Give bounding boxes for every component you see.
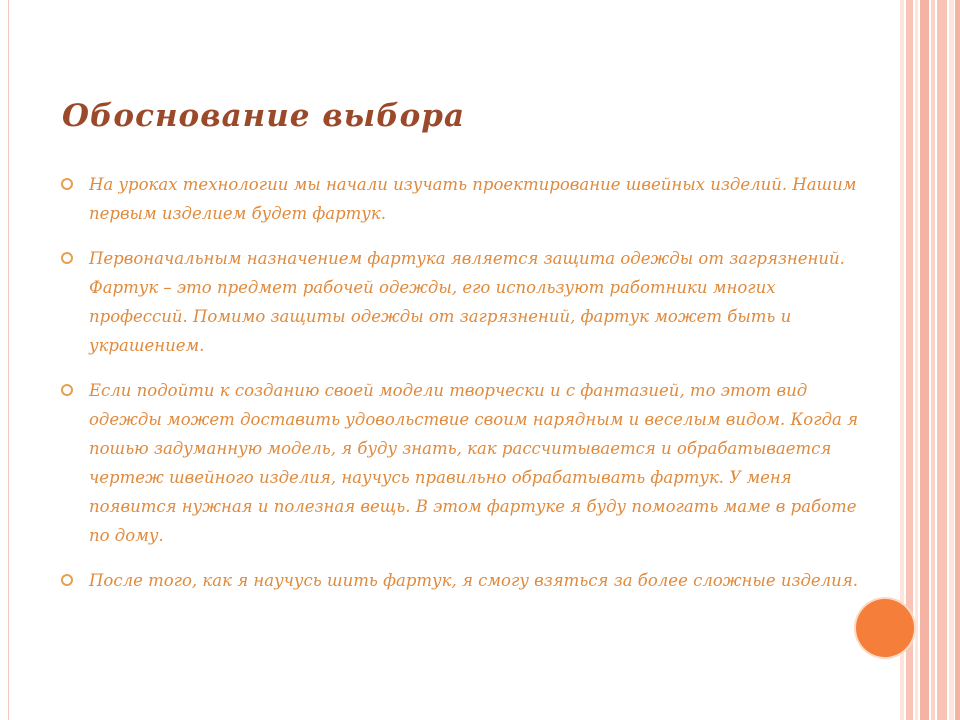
slide-title: Обоснование выбора [62,98,466,134]
stripe [915,0,918,720]
bullet-item [60,566,860,595]
bullet-item [60,170,860,228]
bullet-circle-icon [61,252,73,264]
stripe [949,0,954,720]
bullet-circle-icon [61,178,73,190]
bullet-circle-icon [61,574,73,586]
bullet-text: После того, как я научусь шить фартук, я смогу взяться за более сложные изделия. [89,571,858,590]
stripe [937,0,947,720]
stripe [931,0,935,720]
stripe [955,0,960,720]
bullet-list [60,170,860,611]
decorative-circle [856,599,914,657]
stripe [920,0,929,720]
bullet-text: Если подойти к созданию своей модели творчески и с фантазией, то этот вид одежды может доставить удовольствие своим нарядным и веселым видом. Когда я пошью задуманную модель, я буду знать, как рассчитывается и обрабатывается чертеж швейного изделия, научусь правильно обрабатывать фартук. У меня появится нужная и полезная вещь. В этом фартуке я буду помогать маме в работе по дому. [89,381,859,545]
bullet-text: Первоначальным назначением фартука является защита одежды от загрязнений. Фартук – это предмет рабочей одежды, его используют работники многих профессий. Помимо защиты одежды от загрязнений, фартук может быть и украшением. [89,249,845,355]
bullet-text: На уроках технологии мы начали изучать проектирование швейных изделий. Нашим первым изделием будет фартук. [89,175,857,223]
bullet-item [60,244,860,360]
bullet-item [60,376,860,550]
bullet-circle-icon [61,384,73,396]
